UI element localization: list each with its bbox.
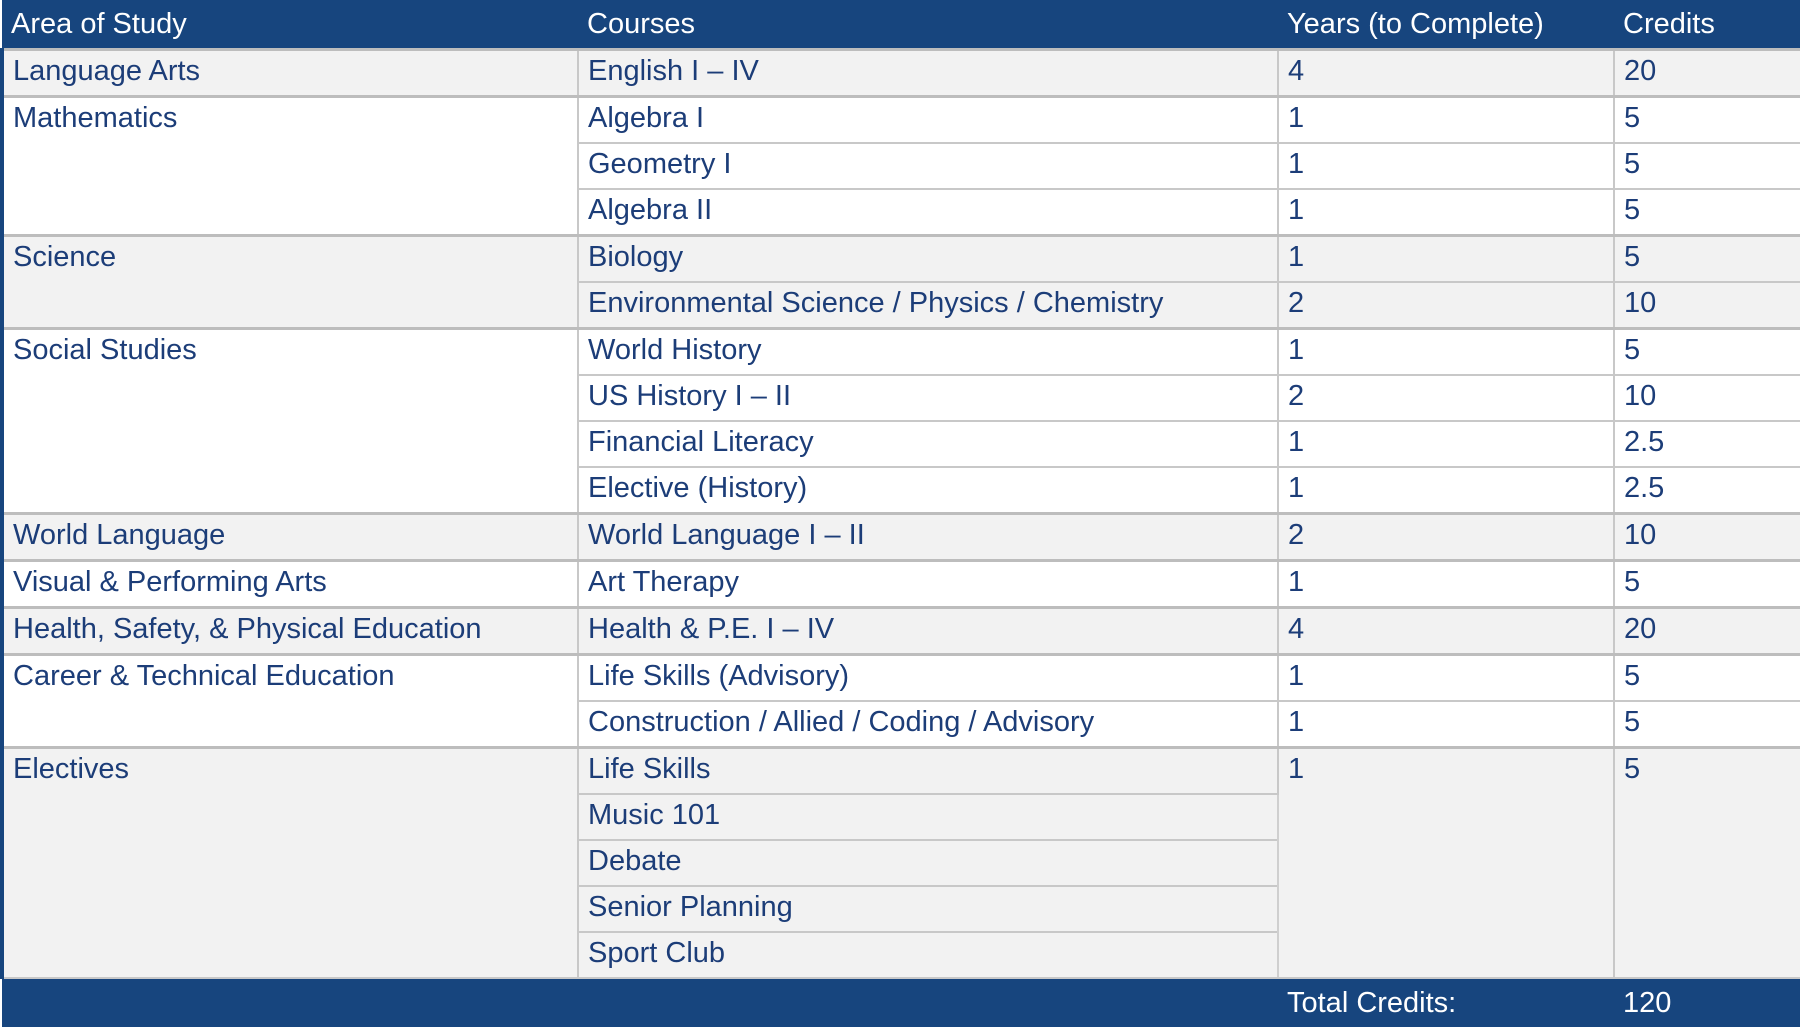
credits-cell: 5 bbox=[1614, 189, 1800, 236]
footer-row bbox=[2, 978, 1800, 1027]
table-row bbox=[2, 748, 1800, 795]
years-cell: 4 bbox=[1278, 608, 1614, 655]
credits-cell: 5 bbox=[1614, 748, 1800, 979]
total-credits-label: Total Credits: bbox=[1278, 978, 1614, 1027]
credits-cell: 10 bbox=[1614, 282, 1800, 329]
credits-cell: 5 bbox=[1614, 655, 1800, 702]
course-cell: Algebra I bbox=[578, 97, 1278, 144]
years-cell: 2 bbox=[1278, 282, 1614, 329]
credits-cell: 10 bbox=[1614, 375, 1800, 421]
course-cell: Debate bbox=[578, 840, 1278, 886]
table-body bbox=[2, 50, 1800, 979]
course-cell: Environmental Science / Physics / Chemistry bbox=[578, 282, 1278, 329]
years-cell: 1 bbox=[1278, 701, 1614, 748]
course-cell: Life Skills (Advisory) bbox=[578, 655, 1278, 702]
area-of-study-cell: Social Studies bbox=[2, 329, 578, 514]
years-cell: 1 bbox=[1278, 467, 1614, 514]
table-row bbox=[2, 514, 1800, 561]
credits-cell: 5 bbox=[1614, 561, 1800, 608]
table-row bbox=[2, 608, 1800, 655]
course-cell: Construction / Allied / Coding / Advisory bbox=[578, 701, 1278, 748]
header-years: Years (to Complete) bbox=[1278, 0, 1614, 50]
total-credits-value: 120 bbox=[1614, 978, 1800, 1027]
header-area: Area of Study bbox=[2, 0, 578, 50]
credits-cell: 20 bbox=[1614, 50, 1800, 97]
course-cell: Geometry I bbox=[578, 143, 1278, 189]
table-row bbox=[2, 561, 1800, 608]
years-cell: 1 bbox=[1278, 655, 1614, 702]
course-cell: World Language I – II bbox=[578, 514, 1278, 561]
years-cell: 1 bbox=[1278, 143, 1614, 189]
course-cell: Biology bbox=[578, 236, 1278, 283]
course-cell: English I – IV bbox=[578, 50, 1278, 97]
course-cell: World History bbox=[578, 329, 1278, 376]
course-cell: Health & P.E. I – IV bbox=[578, 608, 1278, 655]
area-of-study-cell: Science bbox=[2, 236, 578, 329]
years-cell: 1 bbox=[1278, 236, 1614, 283]
years-cell: 2 bbox=[1278, 514, 1614, 561]
years-cell: 1 bbox=[1278, 421, 1614, 467]
years-cell: 1 bbox=[1278, 748, 1614, 979]
credits-cell: 5 bbox=[1614, 329, 1800, 376]
table-row bbox=[2, 329, 1800, 376]
course-cell: Financial Literacy bbox=[578, 421, 1278, 467]
course-cell: Sport Club bbox=[578, 932, 1278, 978]
course-cell: Life Skills bbox=[578, 748, 1278, 795]
table-row bbox=[2, 655, 1800, 702]
footer-spacer-2 bbox=[578, 978, 1278, 1027]
credits-cell: 5 bbox=[1614, 97, 1800, 144]
years-cell: 1 bbox=[1278, 329, 1614, 376]
course-cell: Senior Planning bbox=[578, 886, 1278, 932]
years-cell: 4 bbox=[1278, 50, 1614, 97]
course-cell: Elective (History) bbox=[578, 467, 1278, 514]
course-cell: Algebra II bbox=[578, 189, 1278, 236]
header-courses: Courses bbox=[578, 0, 1278, 50]
credits-cell: 2.5 bbox=[1614, 421, 1800, 467]
area-of-study-cell: Career & Technical Education bbox=[2, 655, 578, 748]
credits-cell: 5 bbox=[1614, 143, 1800, 189]
credits-cell: 5 bbox=[1614, 236, 1800, 283]
area-of-study-cell: Mathematics bbox=[2, 97, 578, 236]
area-of-study-cell: Health, Safety, & Physical Education bbox=[2, 608, 578, 655]
years-cell: 2 bbox=[1278, 375, 1614, 421]
area-of-study-cell: Electives bbox=[2, 748, 578, 979]
header-credits: Credits bbox=[1614, 0, 1800, 50]
credits-cell: 2.5 bbox=[1614, 467, 1800, 514]
table-row bbox=[2, 236, 1800, 283]
course-cell: Art Therapy bbox=[578, 561, 1278, 608]
header-row bbox=[2, 0, 1800, 50]
course-cell: US History I – II bbox=[578, 375, 1278, 421]
course-cell: Music 101 bbox=[578, 794, 1278, 840]
credits-cell: 5 bbox=[1614, 701, 1800, 748]
table-row bbox=[2, 50, 1800, 97]
years-cell: 1 bbox=[1278, 189, 1614, 236]
credits-cell: 10 bbox=[1614, 514, 1800, 561]
credits-cell: 20 bbox=[1614, 608, 1800, 655]
table-row bbox=[2, 97, 1800, 144]
years-cell: 1 bbox=[1278, 97, 1614, 144]
years-cell: 1 bbox=[1278, 561, 1614, 608]
footer-spacer-1 bbox=[2, 978, 578, 1027]
area-of-study-cell: World Language bbox=[2, 514, 578, 561]
area-of-study-cell: Language Arts bbox=[2, 50, 578, 97]
area-of-study-cell: Visual & Performing Arts bbox=[2, 561, 578, 608]
